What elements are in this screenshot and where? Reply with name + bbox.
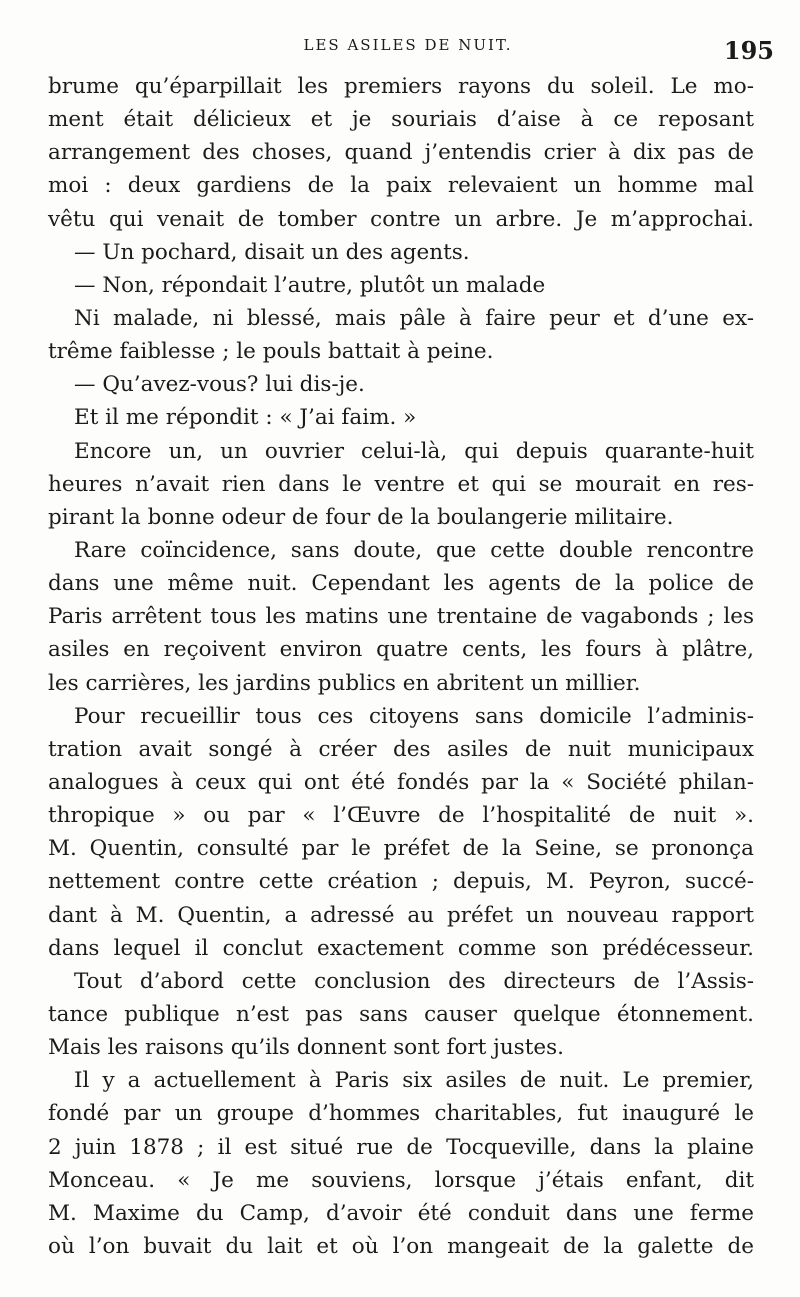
text-line: vêtu qui venait de tomber contre un arbre. Je m’approchai. <box>48 206 754 232</box>
text-line: Pour recueillir tous ces citoyens sans domicile l’adminis- <box>74 703 754 729</box>
text-line: où l’on buvait du lait et où l’on mangeait de la galette de <box>48 1233 754 1259</box>
text-line: Rare coïncidence, sans doute, que cette double rencontre <box>74 537 754 563</box>
text-line: tration avait songé à créer des asiles de nuit municipaux <box>48 736 754 762</box>
text-line: nettement contre cette création ; depuis, M. Peyron, succé- <box>48 869 754 895</box>
text-line: — Un pochard, disait un des agents. <box>74 239 470 265</box>
text-line: fondé par un groupe d’hommes charitables, fut inauguré le <box>48 1101 754 1127</box>
text-line: — Qu’avez-vous? lui dis-je. <box>74 372 365 398</box>
text-line: ment était délicieux et je souriais d’aise à ce reposant <box>48 107 754 133</box>
text-line: dans une même nuit. Cependant les agents de la police de <box>48 571 754 597</box>
text-line: Encore un, un ouvrier celui-là, qui depuis quarante-huit <box>74 438 754 464</box>
text-line: M. Quentin, consulté par le préfet de la Seine, se prononça <box>48 836 754 862</box>
body-text <box>48 70 754 1263</box>
text-line: Tout d’abord cette conclusion des directeurs de l’Assis- <box>74 968 754 994</box>
text-line: M. Maxime du Camp, d’avoir été conduit dans une ferme <box>48 1200 754 1226</box>
text-line: 2 juin 1878 ; il est situé rue de Tocqueville, dans la plaine <box>48 1134 754 1160</box>
text-line: dant à M. Quentin, a adressé au préfet un nouveau rapport <box>48 902 754 928</box>
running-head: LES ASILES DE NUIT. <box>303 36 513 54</box>
text-line: brume qu’éparpillait les premiers rayons du soleil. Le mo- <box>48 74 754 99</box>
text-line: pirant la bonne odeur de four de la boulangerie militaire. <box>48 504 674 530</box>
text-line: trême faiblesse ; le pouls battait à peine. <box>48 339 494 365</box>
text-line: analogues à ceux qui ont été fondés par la « Société philan- <box>48 769 754 795</box>
text-line: arrangement des choses, quand j’entendis crier à dix pas de <box>48 140 754 166</box>
text-line: les carrières, les jardins publics en abritent un millier. <box>48 670 641 696</box>
text-line: moi : deux gardiens de la paix relevaient un homme mal <box>48 173 754 199</box>
text-line: tance publique n’est pas sans causer quelque étonnement. <box>48 1001 754 1027</box>
text-line: — Non, répondait l’autre, plutôt un malade <box>74 272 546 298</box>
text-line: Ni malade, ni blessé, mais pâle à faire peur et d’une ex- <box>74 305 754 331</box>
text-line: heures n’avait rien dans le ventre et qui se mourait en res- <box>48 471 754 497</box>
page-header <box>48 30 774 65</box>
text-line: asiles en reçoivent environ quatre cents, les fours à plâtre, <box>48 637 754 663</box>
text-line: Monceau. « Je me souviens, lorsque j’étais enfant, dit <box>48 1167 754 1193</box>
text-line: Mais les raisons qu’ils donnent sont fort justes. <box>48 1035 564 1061</box>
text-line: Paris arrêtent tous les matins une trentaine de vagabonds ; les <box>48 604 754 630</box>
page-number: 195 <box>723 36 774 65</box>
text-line: Et il me répondit : « J’ai faim. » <box>74 405 417 431</box>
text-line: dans lequel il conclut exactement comme son prédécesseur. <box>48 935 754 961</box>
text-line: Il y a actuellement à Paris six asiles de nuit. Le premier, <box>74 1068 754 1094</box>
text-line: thropique » ou par « l’Œuvre de l’hospitalité de nuit ». <box>48 803 754 829</box>
